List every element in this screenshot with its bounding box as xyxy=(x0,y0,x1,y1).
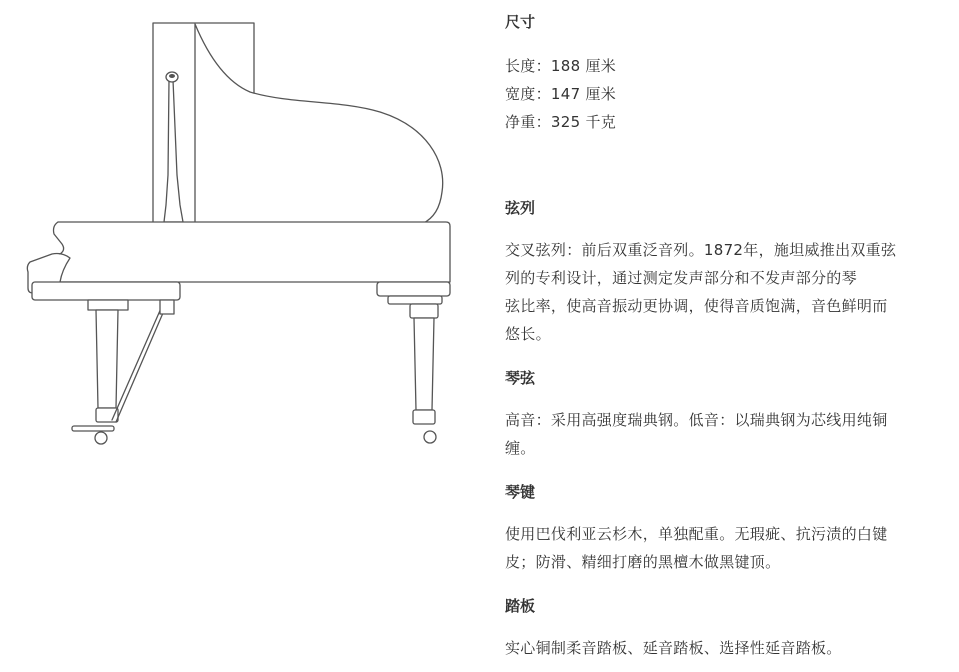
grand-piano-side-view-drawing xyxy=(20,18,460,458)
stringing-line: 悠长。 xyxy=(505,325,551,343)
strings-line: 缠。 xyxy=(505,439,536,457)
length-value: 长度：188 厘米 xyxy=(505,57,617,75)
lower-moulding xyxy=(32,282,180,300)
pedals-line: 实心铜制柔音踏板、延音踏板、选择性延音踏板。 xyxy=(505,639,842,657)
keys-line: 使用巴伐利亚云杉木，单独配重。无瑕疵、抗污渍的白键 xyxy=(505,525,888,543)
stringing-line: 交叉弦列：前后双重泛音列。1872年，施坦威推出双重弦 xyxy=(505,241,897,259)
keys-line: 皮；防滑、精细打磨的黑檀木做黑键顶。 xyxy=(505,553,781,571)
stringing-line: 弦比率，使高音振动更协调，使得音质饱满，音色鲜明而 xyxy=(505,297,888,315)
keys-heading: 琴键 xyxy=(505,483,536,501)
front-caster xyxy=(95,432,107,444)
rear-caster xyxy=(424,431,436,443)
pedal-lyre-rod xyxy=(112,306,162,420)
strings-heading: 琴弦 xyxy=(505,369,536,387)
width-value: 宽度：147 厘米 xyxy=(505,85,617,103)
dimensions-heading: 尺寸 xyxy=(505,13,536,31)
rear-leg xyxy=(414,318,434,410)
front-leg xyxy=(96,310,118,408)
strings-line: 高音：采用高强度瑞典钢。低音：以瑞典钢为芯线用纯铜 xyxy=(505,411,888,429)
weight-value: 净重：325 千克 xyxy=(505,113,617,131)
pedal xyxy=(72,426,114,431)
stringing-line: 列的专利设计，通过测定发声部分和不发声部分的琴 xyxy=(505,269,857,287)
stringing-heading: 弦列 xyxy=(505,199,536,217)
pedals-heading: 踏板 xyxy=(505,597,536,615)
